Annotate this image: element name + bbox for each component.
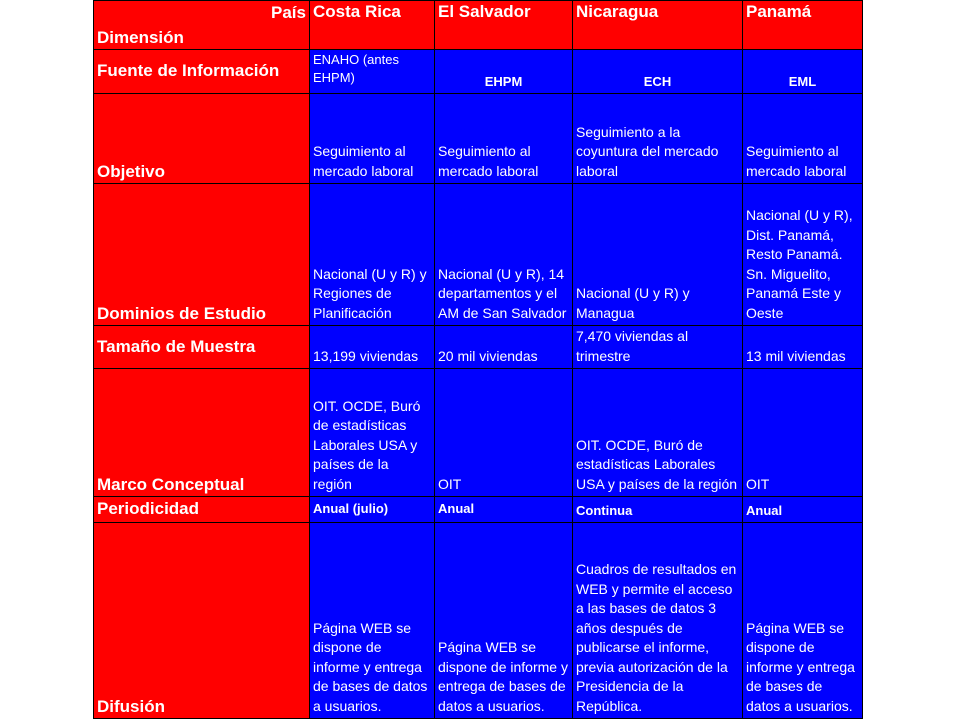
cell-difusion-costa-rica: Página WEB se dispone de informe y entrega de bases de datos a usuarios.	[310, 523, 435, 719]
cell-dominios-nicaragua: Nacional (U y R) y Managua	[573, 184, 743, 326]
cell-dominios-el-salvador: Nacional (U y R), 14 departamentos y el AM de San Salvador	[435, 184, 573, 326]
cell-fuente-nicaragua: ECH	[573, 50, 743, 94]
cell-objetivo-panama: Seguimiento al mercado laboral	[743, 94, 863, 184]
row-difusion	[94, 523, 863, 719]
cell-muestra-panama: 13 mil viviendas	[743, 326, 863, 369]
cell-marco-panama: OIT	[743, 369, 863, 497]
row-label-periodicidad: Periodicidad	[94, 497, 310, 523]
corner-dimension-label: Dimensión	[97, 27, 184, 47]
row-dominios	[94, 184, 863, 326]
cell-fuente-panama: EML	[743, 50, 863, 94]
cell-difusion-panama: Página WEB se dispone de informe y entrega de bases de datos a usuarios.	[743, 523, 863, 719]
cell-periodicidad-el-salvador: Anual	[435, 497, 573, 523]
row-muestra	[94, 326, 863, 369]
corner-country-label: País	[271, 3, 306, 22]
row-periodicidad	[94, 497, 863, 523]
cell-periodicidad-panama: Anual	[743, 497, 863, 523]
cell-objetivo-nicaragua: Seguimiento a la coyuntura del mercado laboral	[573, 94, 743, 184]
row-label-marco: Marco Conceptual	[94, 369, 310, 497]
row-objetivo	[94, 94, 863, 184]
cell-marco-nicaragua: OIT. OCDE, Buró de estadísticas Laborales USA y países de la región	[573, 369, 743, 497]
cell-objetivo-el-salvador: Seguimiento al mercado laboral	[435, 94, 573, 184]
cell-periodicidad-costa-rica: Anual (julio)	[310, 497, 435, 523]
cell-marco-costa-rica: OIT. OCDE, Buró de estadísticas Laborales USA y países de la región	[310, 369, 435, 497]
cell-muestra-el-salvador: 20 mil viviendas	[435, 326, 573, 369]
cell-difusion-el-salvador: Página WEB se dispone de informe y entrega de bases de datos a usuarios.	[435, 523, 573, 719]
header-row	[94, 1, 863, 50]
row-label-muestra: Tamaño de Muestra	[94, 326, 310, 369]
row-label-fuente: Fuente de Información	[94, 50, 310, 94]
cell-dominios-panama: Nacional (U y R), Dist. Panamá, Resto Panamá. Sn. Miguelito, Panamá Este y Oeste	[743, 184, 863, 326]
corner-cell	[94, 1, 310, 50]
cell-periodicidad-nicaragua: Continua	[573, 497, 743, 523]
cell-muestra-costa-rica: 13,199 viviendas	[310, 326, 435, 369]
country-header-costa-rica: Costa Rica	[310, 1, 435, 50]
country-header-panama: Panamá	[743, 1, 863, 50]
cell-muestra-nicaragua: 7,470 viviendas al trimestre	[573, 326, 743, 369]
cell-objetivo-costa-rica: Seguimiento al mercado laboral	[310, 94, 435, 184]
cell-fuente-costa-rica: ENAHO (antes EHPM)	[310, 50, 435, 94]
cell-difusion-nicaragua: Cuadros de resultados en WEB y permite el acceso a las bases de datos 3 años después de publicarse el informe, previa autorización de la Presidencia de la República.	[573, 523, 743, 719]
cell-dominios-costa-rica: Nacional (U y R) y Regiones de Planificación	[310, 184, 435, 326]
cell-marco-el-salvador: OIT	[435, 369, 573, 497]
row-label-objetivo: Objetivo	[94, 94, 310, 184]
row-label-difusion: Difusión	[94, 523, 310, 719]
row-fuente	[94, 50, 863, 94]
country-header-el-salvador: El Salvador	[435, 1, 573, 50]
comparison-table	[93, 0, 863, 719]
row-marco	[94, 369, 863, 497]
row-label-dominios: Dominios de Estudio	[94, 184, 310, 326]
cell-fuente-el-salvador: EHPM	[435, 50, 573, 94]
country-header-nicaragua: Nicaragua	[573, 1, 743, 50]
